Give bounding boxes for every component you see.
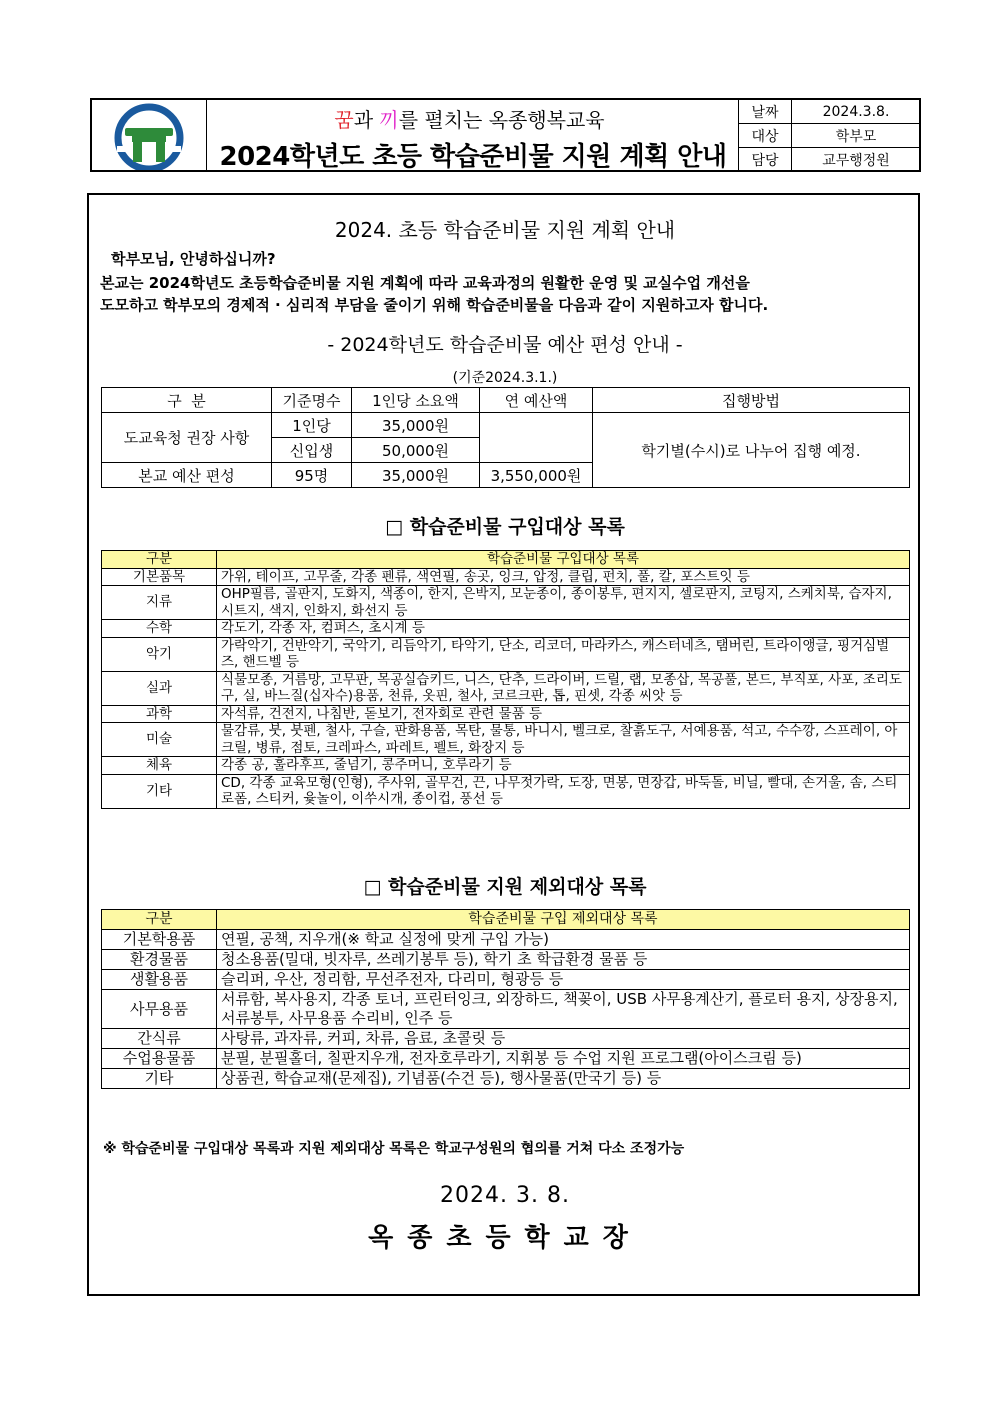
row-label-recommended: 도교육청 권장 사항 [102,413,272,463]
table-header-row [102,551,910,569]
row-category: 실과 [102,671,217,705]
slogan-rest: 를 펼치는 옥종행복교육 [398,108,605,132]
row-items: 사탕류, 과자류, 커피, 차류, 음료, 초콜릿 등 [217,1029,910,1049]
excl-list-title: □ 학습준비물 지원 제외대상 목록 [363,876,647,898]
header-count: 기준명수 [272,388,352,413]
budget-reference-date: (기준2024.3.1.) [452,370,558,386]
table-row [102,757,910,775]
table-row [102,1049,910,1069]
table-row [102,671,910,705]
cell-count: 1인당 [272,413,352,438]
row-items: 가위, 테이프, 고무줄, 각종 펜류, 색연필, 송곳, 잉크, 압정, 클립, 펀치, 풀, 칼, 포스트잇 등 [217,568,910,586]
meta-table [738,100,920,170]
buy-list-title: □ 학습준비물 구입대상 목록 [385,516,625,538]
row-category: 체육 [102,757,217,775]
row-label-school: 본교 예산 편성 [102,463,272,488]
row-category: 간식류 [102,1029,217,1049]
table-row [102,413,910,438]
intro-line-1: 본교는 2024학년도 초등학습준비물 지원 계획에 따라 교육과정의 원활한 운영 및 교실수업 개선을 [100,274,750,292]
row-category: 과학 [102,705,217,723]
document-header [90,98,921,172]
meta-value-target: 학부모 [792,124,921,148]
row-items: 상품권, 학습교재(문제집), 기념품(수건 등), 행사물품(만국기 등) 등 [217,1069,910,1089]
row-category: 생활용품 [102,970,217,990]
meta-value-owner: 교무행정원 [792,148,921,172]
buy-list-table [101,550,910,809]
cell-annual: 3,550,000원 [480,463,593,488]
header-category: 구 분 [102,388,272,413]
row-items: 분필, 분필홀더, 칠판지우개, 전자호루라기, 지휘봉 등 수업 지원 프로그램(아이스크림 등) [217,1049,910,1069]
row-items: 가락악기, 건반악기, 국악기, 리듬악기, 타악기, 단소, 리코더, 마라카스, 캐스터네츠, 탬버린, 트라이앵글, 핑거심벌즈, 핸드벨 등 [217,637,910,671]
header-items: 학습준비물 구입대상 목록 [217,551,910,569]
header-category: 구분 [102,551,217,569]
signature-date: 2024. 3. 8. [440,1183,570,1208]
row-items: OHP필름, 골판지, 도화지, 색종이, 한지, 은박지, 모눈종이, 종이봉투, 편지지, 셀로판지, 코팅지, 스케치북, 습자지, 시트지, 색지, 인화지, 화선지 등 [217,586,910,620]
document-title: 2024학년도 초등 학습준비물 지원 계획 안내 [219,142,727,172]
slogan-dream: 꿈 [334,108,354,132]
cell-count: 95명 [272,463,352,488]
row-category: 지류 [102,586,217,620]
table-header-row [102,388,910,413]
meta-key-date: 날짜 [739,100,792,124]
table-row [102,970,910,990]
row-items: 각종 공, 훌라후프, 줄넘기, 콩주머니, 호루라기 등 [217,757,910,775]
row-items: 자석류, 건전지, 나침반, 돋보기, 전자회로 관련 물품 등 [217,705,910,723]
header-items: 학습준비물 구입 제외대상 목록 [217,910,910,930]
table-row [102,930,910,950]
meta-key-target: 대상 [739,124,792,148]
row-category: 미술 [102,723,217,757]
row-category: 환경물품 [102,950,217,970]
row-items: 슬리퍼, 우산, 정리함, 무선주전자, 다리미, 형광등 등 [217,970,910,990]
meta-value-date: 2024.3.8. [792,100,921,124]
table-row [102,1029,910,1049]
table-row [102,1069,910,1089]
cell-amount: 35,000원 [352,413,480,438]
row-items: CD, 각종 교육모형(인형), 주사위, 골무건, 끈, 나무젓가락, 도장, 면봉, 면장갑, 바둑돌, 비닐, 빨대, 손거울, 솜, 스티로폼, 스티커, 윷놀이, 이쑤시개, 종이컵, 풍선 등 [217,774,910,808]
greeting: 학부모님, 안녕하십니까? [111,250,276,268]
school-logo-icon [92,100,206,170]
table-row [102,620,910,638]
table-row [102,723,910,757]
signatory: 옥종초등학교장 [368,1223,642,1253]
slogan-talent: 끼 [379,108,399,132]
cell-amount: 35,000원 [352,463,480,488]
excl-list-table [101,909,910,1089]
table-row [102,950,910,970]
row-items: 청소용품(밀대, 빗자루, 쓰레기봉투 등), 학기 초 학급환경 물품 등 [217,950,910,970]
row-category: 기본품목 [102,568,217,586]
cell-count: 신입생 [272,438,352,463]
row-items: 식물모종, 거름망, 고무판, 목공실습키드, 니스, 단추, 드라이버, 드릴, 랩, 모종삽, 목공풀, 본드, 부직포, 사포, 조리도구, 실, 바느질(십자수)용품, 천류, 옷핀, 철사, 코르크판, 톱, 핀셋, 각종 씨앗 등 [217,671,910,705]
row-category: 기본학용품 [102,930,217,950]
table-row [102,990,910,1029]
row-category: 악기 [102,637,217,671]
row-items: 각도기, 각종 자, 컴퍼스, 초시계 등 [217,620,910,638]
row-category: 기타 [102,774,217,808]
table-header-row [102,910,910,930]
table-row [102,637,910,671]
row-items: 물감류, 붓, 붓펜, 철사, 구슬, 판화용품, 목탄, 물통, 바니시, 벨크로, 찰흙도구, 서예용품, 석고, 수수깡, 스프레이, 아크릴, 병류, 점토, 크레파스, 파레트, 펠트, 화장지 등 [217,723,910,757]
row-category: 수업용물품 [102,1049,217,1069]
footnote: ※ 학습준비물 구입대상 목록과 지원 제외대상 목록은 학교구성원의 협의를 거쳐 다소 조정가능 [103,1141,685,1157]
budget-heading: - 2024학년도 학습준비물 예산 편성 안내 - [327,334,683,356]
header-per-person: 1인당 소요액 [352,388,480,413]
row-category: 기타 [102,1069,217,1089]
row-category: 수학 [102,620,217,638]
row-items: 연필, 공책, 지우개(※ 학교 실정에 맞게 구입 가능) [217,930,910,950]
logo-cell [92,100,207,170]
row-items: 서류함, 복사용지, 각종 토너, 프린터잉크, 외장하드, 책꽂이, USB 사무용계산기, 플로터 용지, 상장용지, 서류봉투, 사무용품 수리비, 인주 등 [217,990,910,1029]
table-row [102,774,910,808]
meta-key-owner: 담당 [739,148,792,172]
cell-amount: 50,000원 [352,438,480,463]
cell-annual-empty [480,413,593,463]
notice-title: 2024. 초등 학습준비물 지원 계획 안내 [334,218,676,242]
header-annual: 연 예산액 [480,388,593,413]
slogan-part: 과 [353,108,380,132]
header-method: 집행방법 [593,388,910,413]
header-category: 구분 [102,910,217,930]
budget-table [101,387,910,488]
table-row [102,705,910,723]
table-row [102,586,910,620]
cell-method: 학기별(수시)로 나누어 집행 예정. [593,413,910,488]
slogan [208,104,731,133]
row-category: 사무용품 [102,990,217,1029]
table-row [102,568,910,586]
intro-line-2: 도모하고 학부모의 경제적 · 심리적 부담을 줄이기 위해 학습준비물을 다음과 같이 지원하고자 합니다. [100,296,769,314]
